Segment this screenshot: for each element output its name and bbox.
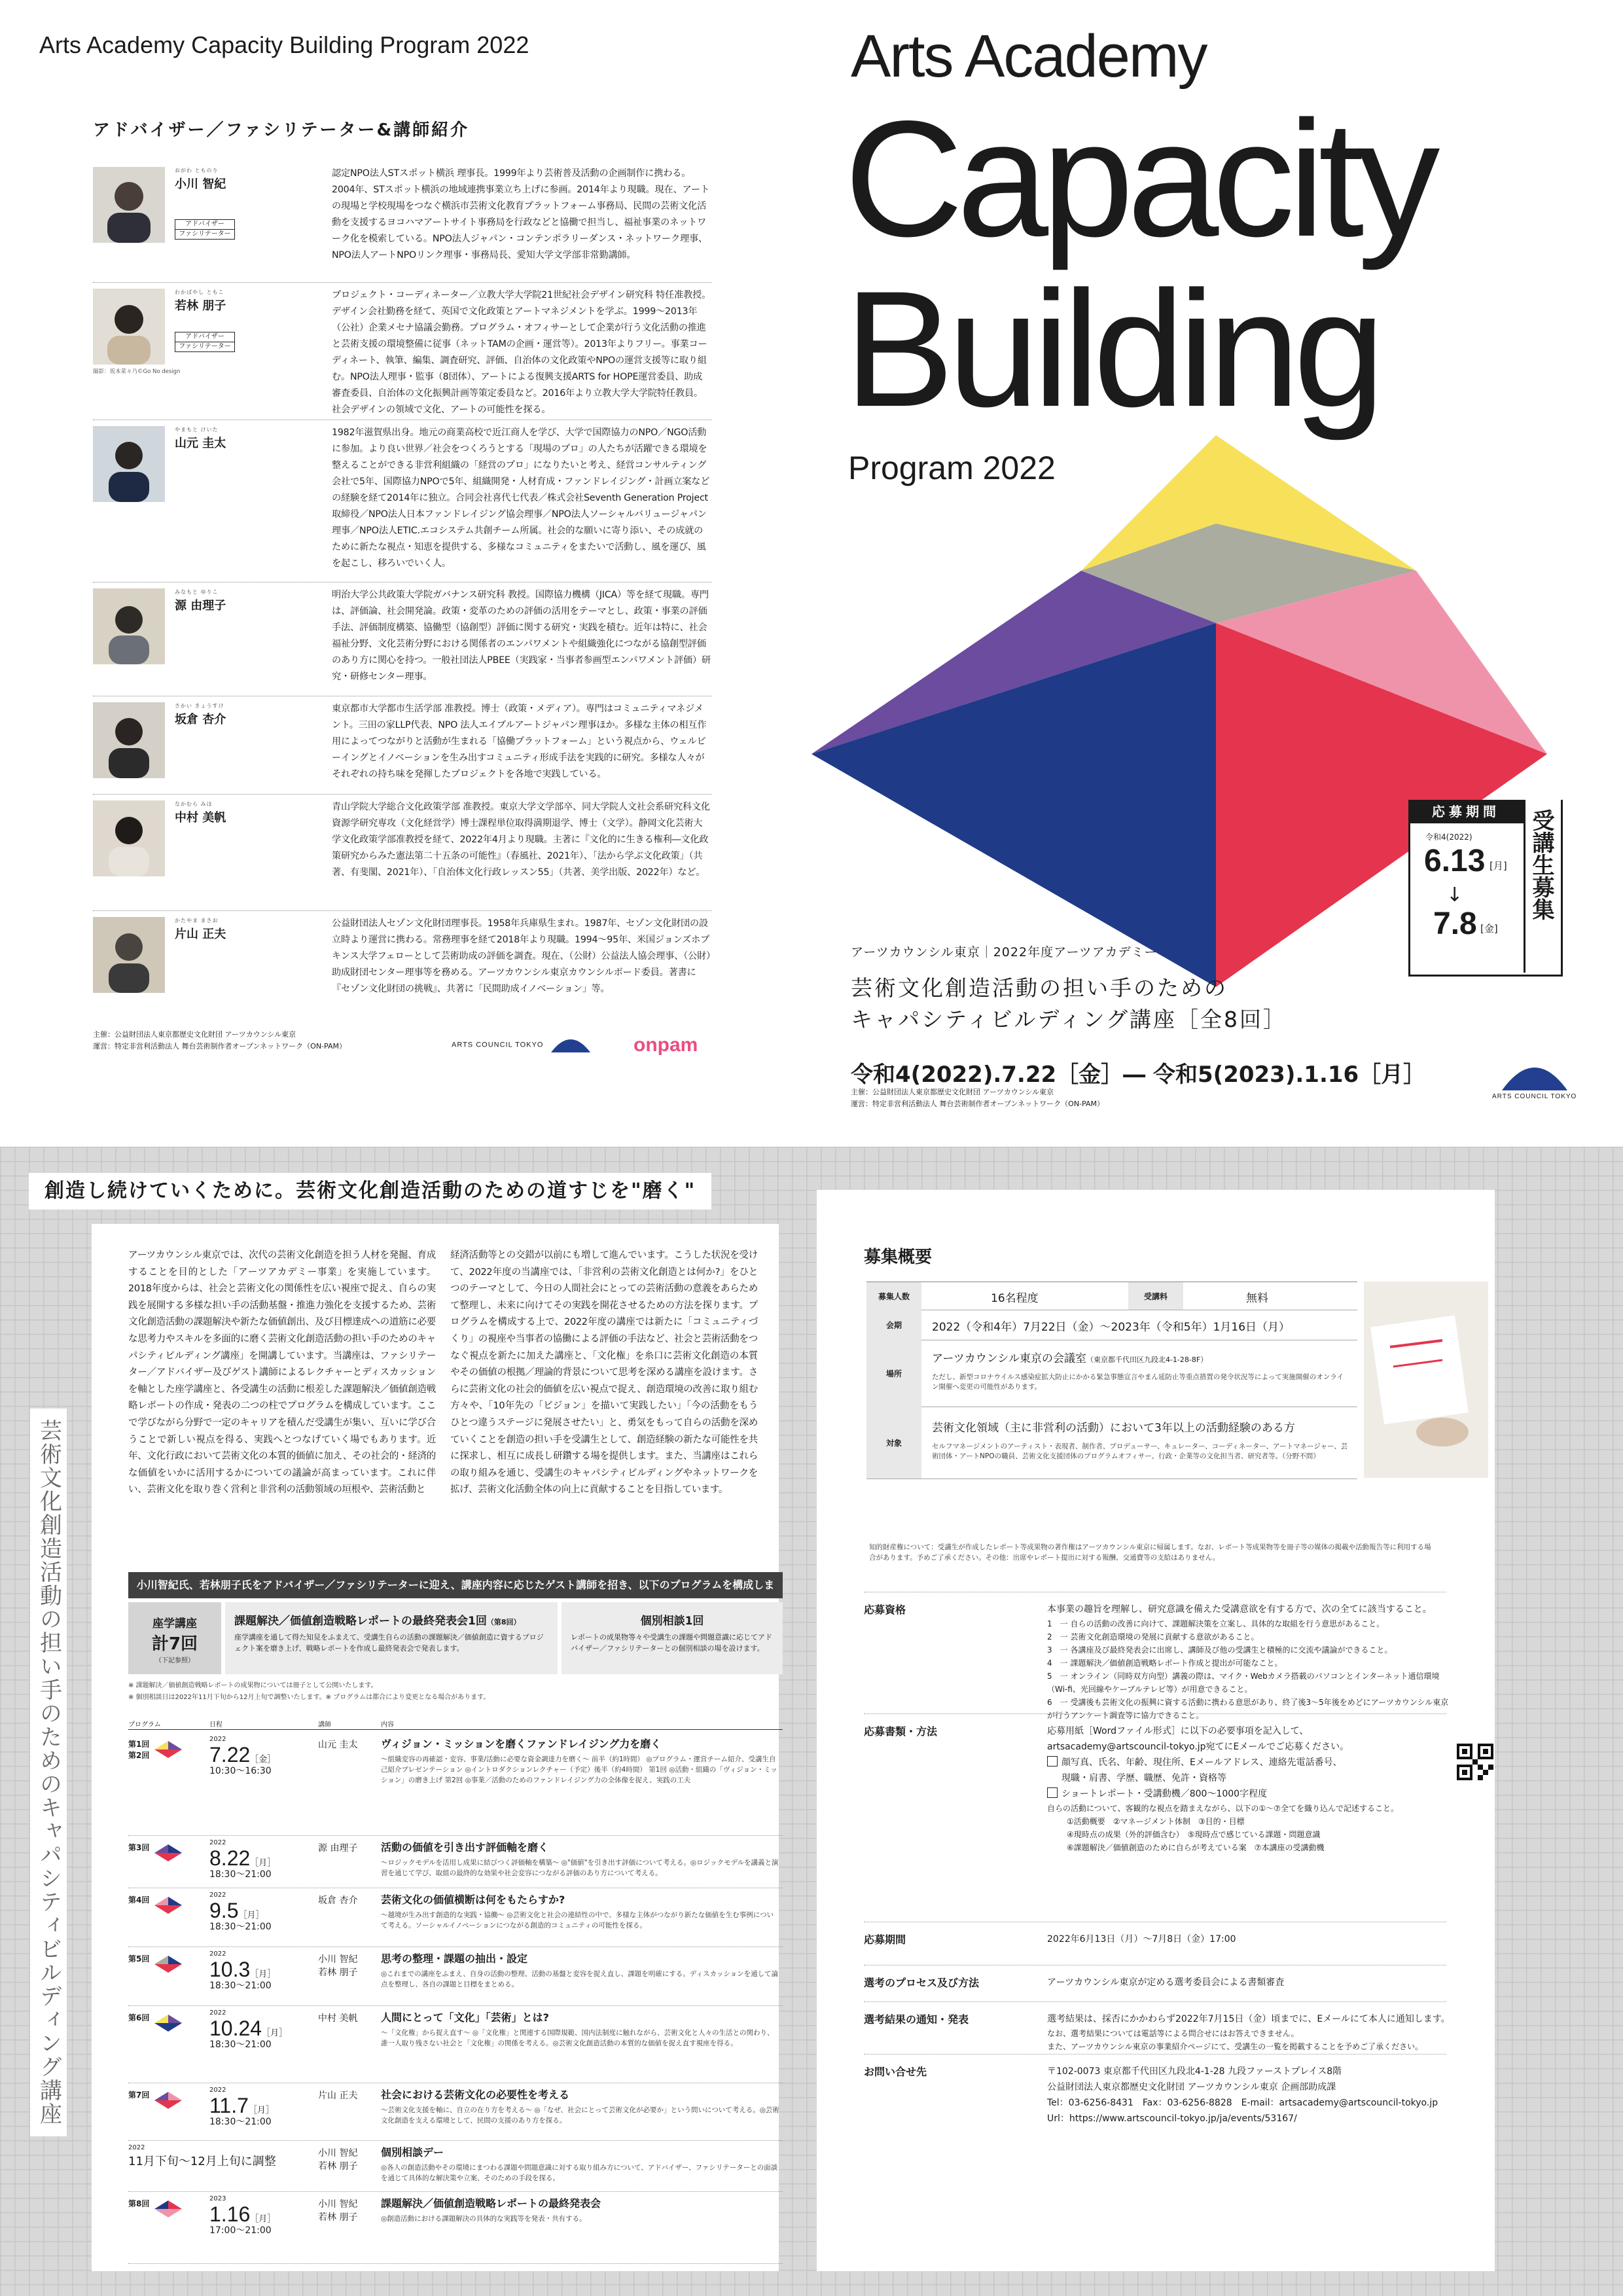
session-date: 2022 11月下旬～12月上旬に調整 bbox=[128, 2144, 276, 2168]
schedule-row bbox=[128, 2005, 783, 2083]
advisors-heading: アドバイザー／ファシリテーター&講師紹介 bbox=[93, 120, 470, 140]
session-title: 社会における芸術文化の必要性を考える bbox=[381, 2089, 570, 2101]
advisor-row: みなもと ゆりこ 源 由理子 明治大学公共政策大学院ガバナンス研究科 教授。国際協力機構（JICA）等を経て現職。専門は、評価論、社会開発論。政策・変革のための評価の活用をテーマとし、政策・事業の評価手法、評価制度構築、協働型（協創型）評価に関する研究・実践を積む。近年は特に、社会福祉分野、文化芸術分野における関係者のエンパワメントや組織強化につながる協創型評価のあり方に関心を持つ。一般社団法人PBEE（実践家・当事者参画型エンパワメント評価）研究・研修センター理事。 bbox=[93, 582, 712, 696]
schedule-header: プログラム 日程 講師 内容 bbox=[128, 1719, 783, 1730]
tagline: 創造し続けていくために。芸術文化創造活動のための道すじを"磨く" bbox=[29, 1173, 711, 1210]
section-label: 選考のプロセス及び方法 bbox=[864, 1977, 980, 1989]
section-label: 応募資格 bbox=[864, 1604, 906, 1616]
session-description: ～「文化権」から捉え直す～ ◎「文化権」と関連する国際規範、国内法制度に触れながら、芸術文化と人々の生活との関わり、誰一人取り残さない社会と「文化権」の関係を考える。◎芸術文化創造活動の本質的な価値を捉え直す視座を得る。 bbox=[381, 2029, 774, 2047]
program-overview: 座学講座 計7回 （下記参照） 課題解決／価値創造戦略レポートの最終発表会1回（第8回） 座学講座を通して得た知見をふまえて、受講生自らの活動の課題解決／価値創造に資するプロジェクト案を磨き上げ、戦略レポートを作成し最終発表会で発表します。 個別相談1回 レポートの成果物等々や受講生の課題や問題意識に応じてアドバイザー／ファシリテーターとの個別相談の場を設けます。 bbox=[128, 1602, 783, 1674]
cover-line2: Capacity bbox=[844, 87, 1434, 271]
org-line: アーツカウンシル東京｜2022年度アーツアカデミー bbox=[851, 945, 1158, 960]
advisor-name: 山元 圭太 bbox=[175, 437, 226, 450]
session-diamond-icon bbox=[154, 1741, 182, 1758]
advisor-bio: 公益財団法人セゾン文化財団理事長。1958年兵庫県生まれ。1987年、セゾン文化財団の設立時より運営に携わる。常務理事を経て2018年より現職。1994～95年、米国ジョンズホプキンス大学フェローとして芸術助成の評価を調査。現在、（公財）公益法人協会理事、（公財）助成財団センター理事等を務める。アーツカウンシル東京カウンシルボード委員。著書に『セゾン文化財団の挑戦』、共著に「民間助成イノベーション」等。 bbox=[332, 918, 711, 994]
right-panel bbox=[817, 1190, 1495, 2271]
advisor-row: おがわ とものり 小川 智紀 アドバイザー ファシリテーター 認定NPO法人STスポット横浜 理事長。1999年より芸術普及活動の企画制作に携わる。2004年、STスポット横浜の地域連携事業立ち上げに参画。2014年より現職。現在、アートの現場と学校現場をつなぐ横浜市芸術文化教育プラットフォーム事務局、民間の芸術文化活動を支援するヨコハマアートサイト事務局を行政などと協働で担当し、福祉事業のネットワーク化を模索している。NPO法人ジャパン・コンテンポラリーダンス・ネットワーク理事、NPO法人アートNPOリンク理事・事務局長、愛知大学文学部非常勤講師。 bbox=[93, 160, 712, 283]
session-title: 活動の価値を引き出す評価軸を磨く bbox=[381, 1841, 549, 1854]
session-title: 個別相談デー bbox=[381, 2146, 444, 2159]
advisor-name: 中村 美帆 bbox=[175, 811, 226, 825]
session-description: ～組織変容の再確認・変容、事業/活動に必要な資金調達力を磨く～ 前半（約1時間） ◎プログラム・運営チーム紹介、受講生自己紹介プレゼンテーション ◎イントロダクションレクチャー（予定）後半（約4時間） 第1回 ◎活動・組織の「ヴィジョン・ミッション」の磨き上げ 第2回 ◎事業／活動のためのファンドレイジング力の全体像を捉え、実践の工夫 bbox=[381, 1755, 777, 1784]
schedule-row bbox=[128, 1946, 783, 2006]
running-title: Arts Academy Capacity Building Program 2022 bbox=[39, 31, 529, 58]
advisor-row: なかむら みほ 中村 美帆 青山学院大学総合文化政策学部 准教授。東京大学文学部卒、同大学院人文社会系研究科文化資源学研究専攻（文化経営学）博士課程単位取得満期退学、博士（文学）。静岡文化芸術大学文化政策学部准教授を経て、2022年4月より現職。主著に『文化的に生きる権利―文化政策研究からみた憲法第二十五条の可能性』（春風社、2021年）、「法から学ぶ文化政策」（共著、有斐閣、2021年）、「自治体文化行政レッスン55」（共著、美学出版、2022年）など。 bbox=[93, 794, 712, 911]
qr-code-icon[interactable] bbox=[1457, 1744, 1493, 1780]
application-section: 応募期間 2022年6月13日（月）～7月8日（金）17:00 bbox=[864, 1922, 1446, 1965]
application-section: 選考結果の通知・発表 選考結果は、採否にかかわらず2022年7月15日（金）頃までに、Eメールにて本人に通知します。 なお、選考結果については電話等による問合せにはお答えできません。 また、アーツカウンシル東京の事業紹介ページにて、受講生の一覧を掲載することを予めご了承ください。 bbox=[864, 2001, 1446, 2054]
advisor-row: 撮影：坂本菜々乃©Go No design わかばやし ともこ 若林 朋子 アドバイザー ファシリテーター プロジェクト・コーディネーター／立教大学大学院21世紀社会デザイン研究科 特任准教授。デザイン会社勤務を経て、英国で文化政策とアートマネジメントを学ぶ。1999～2013年（公社）企業メセナ協議会勤務。プログラム・オフィサーとして企業が行う文化活動の推進と芸術支援の環境整備に従事（ネットTAMの企画・運営等）。2013年よりフリー。事業コーディネート、執筆、編集、調査研究、評価、自治体の文化政策やNPOの運営支援等に取り組む。NPO法人理事・監事（8団体）、アートによる復興支援ARTS for HOPE運営委員、助成審査委員、自治体の文化振興計画等策定委員など。2016年より立教大学大学院特任教員。社会デザインの領域で文化、アートの可能性を探る。 bbox=[93, 282, 712, 420]
advisor-photo bbox=[93, 426, 165, 502]
arts-council-logo-cover: ARTS COUNCIL TOKYO bbox=[1492, 1058, 1577, 1100]
session-number: 第8回 bbox=[128, 2199, 150, 2208]
course-title-1: 芸術文化創造活動の担い手のための bbox=[851, 975, 1228, 1001]
section-label: 応募書類・方法 bbox=[864, 1725, 938, 1738]
advisor-name: 源 由理子 bbox=[175, 599, 226, 613]
bottom-spread bbox=[0, 1147, 1623, 2296]
session-description: ～芸術文化支援を軸に、自立の在り方を考える～ ◎「なぜ、社会にとって芸術文化が必要か」という問いについて考える。◎芸術文化創造を支える環境として、民間の支援のあり方を探る。 bbox=[381, 2106, 779, 2125]
session-number: 第6回 bbox=[128, 2013, 150, 2022]
session-diamond-icon bbox=[154, 2200, 182, 2217]
left-panel: アーツカウンシル東京では、次代の芸術文化創造を担う人材を発掘、育成することを目的とした「アーツアカデミー事業」を実施しています。2018年度からは、社会と芸術文化の関係性を広い視座で捉え、自らの実践を展開する多様な担い手の活動基盤・推進力強化を支援するため、芸術文化創造活動の課題解決や新たな価値創出、及び目標達成への道筋に必要な思考力やスキルを多面的に磨く芸術文化創造活動の担い手のためのキャパシティビルディング講座」を開講しています。当講座は、ファシリテーター／アドバイザー及びゲスト講師によるレクチャーとディスカッションを軸とした座学講座と、各受講生の活動に根差した課題解決／価値創造戦略レポートの作成・発表の二つの柱でプログラムを構成しています。ここで学びながら分野で一定のキャリアを積んだ受講生が集い、互いに学び合うことで新しい視点を得る、実践へとつなげていく場でもあります。近年、文化行政において芸術文化の本質的価値に加え、その社会的・経済的な価値をいかに活用するかについての議論が高まっています。これに伴い、芸術文化を取り巻く営利と非営利の活動領域の垣根や、芸術活動と 経済活動等との交錯が以前にも増して進んでいます。こうした状況を受けて、2022年度の当講座では、「非営利の芸術文化創造とは何か?」をひとつのテーマとして、今日の人間社会にとっての芸術活動の意義をあらためて整理し、未来に向けてその実践を開花させるための方法を探ります。プログラムを構成する上で、2022年度の講座では新たに「コミュニティづくり」の視座や当事者の協働による評価の手法など、社会と芸術活動をつなぐ視点を新たに加えた講座と、「文化権」を糸口に芸術文化創造の本質やその価値の根拠／理論的背景について思考を深める講座を設けます。さらに芸術文化の社会的価値を広い視点で捉え、創造環境の改善に取り組む方々や、「10年先の「ビジョン」を描いて実践したい」「今の活動をもうひとつ違うステージに発展させたい」と、勇気をもって自らの活動を深めていくことを創造の担い手を受講生として、創造経験の新たな可能性を共に探求し、相互に成長し研鑽する場を提供します。また、当講座はこれらの取り組みを通じ、受講生のキャパシティビルディングやネットワークを拡げ、芸術文化活動全体の向上に貢献することを目指しています。 小川智紀氏、若林朋子氏をアドバイザー／ファシリテーターに迎え、講座内容に応じたゲスト講師を招き、以下のプログラムを構成しま 座学講座 計7回 （下記参照） 課題解決／価値創造戦略レポートの最終発表会1回（第8回） 座学講座を通して得た知見をふまえて、受講生自らの活動の課題解決／価値創造に資するプロジェクト案を磨き上げ、戦略レポートを作成し最終発表会で発表します。 個別相談1回 レポートの成果物等々や受講生の課題や問題意識に応じてアドバイザー／ファシリテーターとの個別相談の場を設けます。 ※ 課題解決／価値創造戦略レポートの成果物については冊子として公開いたします。 ※ 個別相談日は2022年11月下旬から12月上旬で調整いたします。※ プログラムは都合により変更となる場合があります。 プログラム 日程 講師 内容 第1回 第2回 2022 7.22［金］ 10:30～16:30 山元 圭太 ヴィジョン・ミッションを磨くファンドレイジング力を磨く ～組織変容の再確認・変容、事業/活動に必要な資金調達力を磨く～ 前半（約1時間） ◎プログラム・運営チーム紹介、受講生自己紹介プレゼンテーション ◎イントロダクションレクチャー（予定）後半（約4時間） 第1回 ◎活動・組織の「ヴィジョン・ミッション」の磨き上げ 第2回 ◎事業／活動のためのファンドレイジング力の全体像を捉え、実践の工夫 第3回 2022 8.22［月］ 18:30～21:00 源 由理子 活動の価値を引き出す評価軸を磨く ～ロジックモデルを活用し成果に結びつく評価軸を構築～ ◎"価値"を引き出す評価について考える。◎ロジックモデルを講義と演習を通じて学び、取組の最終的な効果や社会変容につながる評価のあり方について考える。 第4回 2022 9.5［月］ 18:30～21:00 坂倉 杏介 芸術文化の価値横断は何をもたらすか? ～越境が生み出す創造的な実践・協働～ ◎芸術文化と社会の連結性の中で、多様な主体がつながり新たな価値を生む事例について考える。ソーシャルイノベーションにつながる創造的コミュニティの可能性を探る。 第5回 2022 10.3［月］ 18:30～21:00 小川 智紀 若林 朋子 思考の整理・課題の抽出・設定 ◎これまでの講座をふまえ、自身の活動の整理、活動の基盤と変容を捉え直し、課題を明確にする。ディスカッションを通して論点を整理し、各自の課題と目標をまとめる。 第6回 2022 10.24［月］ 18:30～21:00 中村 美帆 人間にとって「文化」「芸術」とは? ～「文化権」から捉え直す～ ◎「文化権」と関連する国際規範、国内法制度に触れながら、芸術文化と人々の生活との関わり、誰一人取り残さない社会と「文化権」の関係を考える。◎芸術文化創造活動の本質的な価値を捉え直す視座を得る。 第7回 2022 11.7［月］ 18:30～21:00 片山 正夫 社会における芸術文化の必要性を考える ～芸術文化支援を軸に、自立の在り方を考える～ ◎「なぜ、社会にとって芸術文化が必要か」という問いについて考える。◎芸術文化創造を支える環境として、民間の支援のあり方を探る。 2022 11月下旬～12月上旬に調整 小川 智紀 若林 朋子 個別相談デー ◎各人の創造活動やその環境にまつわる課題や問題意識に対する取り組み方について、アドバイザー、ファシリテーターとの面談を通じて具体的な解決策や立案、そのための手段を探る。 第8回 2023 1.16［月］ 17:00～21:00 小川 智紀 若林 朋子 課題解決／価値創造戦略レポートの最終発表会 ◎創造活動における課題解決の具体的な実践等を発表・共有する。 bbox=[92, 1224, 779, 2271]
session-date: 2022 8.22［月］ 18:30～21:00 bbox=[209, 1839, 276, 1880]
schedule-row bbox=[128, 2191, 783, 2264]
session-date: 2022 11.7［月］ 18:30～21:00 bbox=[209, 2087, 274, 2127]
session-title: 芸術文化の価値横断は何をもたらすか? bbox=[381, 1893, 565, 1906]
session-number: 第4回 bbox=[128, 1895, 150, 1905]
advisor-photo bbox=[93, 917, 165, 993]
advisor-bio: 1982年滋賀県出身。地元の商業高校で近江商人を学び、大学で国際協力のNPO／NGO活動に参加。より良い世界／社会をつくろうとする「現場のプロ」の人たちが活躍できる環境を整えることができる非営利組織の「経営のプロ」になりたいと考え、経営コンサルティング会社で5年、国際協力NPOで5年、組織開発・人材育成・ファンドレイジング・計画立案などの経験を経て2014年に独立。合同会社喜代七代表／株式会社Seventh Generation Project取締役／NPO法人日本ファンドレイジング協会理事／NPO法人ソーシャルバリュージャパン理事／NPO法人ETIC.エコシステム共創チーム所属。社会的な願いに寄り添い、その成就のために新たな視点・知恵を提供する、多様なコミュニティをまたいで活動し、風を運び、風を起こし、移ろいでいく人。 bbox=[332, 427, 710, 569]
section-label: 選考結果の通知・発表 bbox=[864, 2013, 969, 2026]
advisor-bio: 青山学院大学総合文化政策学部 准教授。東京大学文学部卒、同大学院人文社会系研究科文化資源学研究専攻（文化経営学）博士課程単位取得満期退学、博士（文学）。静岡文化芸術大学文化政策学部准教授を経て、2022年4月より現職。主著に『文化的に生きる権利―文化政策研究からみた憲法第二十五条の可能性』（春風社、2021年）、「法から学ぶ文化政策」（共著、有斐閣、2021年）、「自治体文化行政レッスン55」（共著、美学出版、2022年）など。 bbox=[332, 802, 710, 878]
session-date: 2023 1.16［月］ 17:00～21:00 bbox=[209, 2195, 276, 2236]
session-diamond-icon bbox=[154, 1897, 182, 1914]
vertical-title: 芸術文化創造活動の担い手のためのキャパシティビルディング講座 bbox=[30, 1408, 67, 2136]
session-facilitator: 片山 正夫 bbox=[318, 2090, 358, 2101]
advisor-bio: 明治大学公共政策大学院ガバナンス研究科 教授。国際協力機構（JICA）等を経て現職。専門は、評価論、社会開発論。政策・変革のための評価の活用をテーマとし、政策・事業の評価手法、評価制度構築、協働型（協創型）評価に関する研究・実践を積む。近年は特に、社会福祉分野、文化芸術分野における関係者のエンパワメントや組織強化につながる協創型評価のあり方に関心を持つ。一般社団法人PBEE（実践家・当事者参画型エンパワメント評価）研究・研修センター理事。 bbox=[332, 590, 711, 682]
session-diamond-icon bbox=[154, 1844, 182, 1861]
advisor-photo bbox=[93, 702, 165, 778]
session-description: ◎各人の創造活動やその環境にまつわる課題や問題意識に対する取り組み方について、アドバイザー、ファシリテーターとの面談を通じて具体的な解決策や立案、そのための手段を探る。 bbox=[381, 2164, 778, 2182]
advisor-row: やまもと けいた 山元 圭太 1982年滋賀県出身。地元の商業高校で近江商人を学び、大学で国際協力のNPO／NGO活動に参加。より良い世界／社会をつくろうとする「現場のプロ」の人たちが活躍できる環境を整えることができる非営利組織の「経営のプロ」になりたいと考え、経営コンサルティング会社で5年、国際協力NPOで5年、組織開発・人材育成・ファンドレイジング・計画立案などの経験を経て2014年に独立。合同会社喜代七代表／株式会社Seventh Generation Project取締役／NPO法人日本ファンドレイジング協会理事／NPO法人ソーシャルバリュージャパン理事／NPO法人ETIC.エコシステム共創チーム所属。社会的な願いに寄り添い、その成就のために新たな視点・知恵を提供する、多様なコミュニティをまたいで活動し、風を運び、風を起こし、移ろいでいく人。 bbox=[93, 420, 712, 583]
session-number: 第1回 第2回 bbox=[128, 1740, 150, 1760]
session-facilitator: 中村 美帆 bbox=[318, 2013, 358, 2024]
session-date: 2022 7.22［金］ 10:30～16:30 bbox=[209, 1736, 276, 1776]
advisor-name: 若林 朋子 bbox=[175, 299, 226, 313]
schedule-row bbox=[128, 1732, 783, 1836]
intro-text-right: 経済活動等との交錯が以前にも増して進んでいます。こうした状況を受けて、2022年度の当講座では、「非営利の芸術文化創造とは何か?」をひとつのテーマとして、今日の人間社会にとっての芸術活動の意義をあらためて整理し、未来に向けてその実践を開花させるための方法を探ります。プログラムを構成する上で、2022年度の講座では新たに「コミュニティづくり」の視座や当事者の協働による評価の手法など、社会と芸術活動をつなぐ視点を新たに加えた講座と、「文化権」を糸口に芸術文化創造の本質やその価値の根拠／理論的背景について思考を深める講座を設けます。さらに芸術文化の社会的価値を広い視点で捉え、創造環境の改善に取り組む方々や、「10年先の「ビジョン」を描いて実践したい」「今の活動をもうひとつ違うステージに発展させたい」と、勇気をもって自らの活動を深めていくことを創造の担い手を受講生として、創造経験の新たな可能性を共に探求し、相互に成長し研鑽する場を提供します。また、当講座はこれらの取り組みを通じ、受講生のキャパシティビルディングやネットワークを拡げ、芸術文化活動全体の向上に貢献することを目指しています。 bbox=[450, 1250, 758, 1496]
session-description: ～越境が生み出す創造的な実践・協働～ ◎芸術文化と社会の連結性の中で、多様な主体がつながり新たな価値を生む事例について考える。ソーシャルイノベーションにつながる創造的コミュニティの可能性を探る。 bbox=[381, 1911, 774, 1929]
session-facilitator: 山元 圭太 bbox=[318, 1740, 358, 1750]
advisor-photo bbox=[93, 167, 165, 243]
session-title: ヴィジョン・ミッションを磨くファンドレイジング力を磨く bbox=[381, 1738, 662, 1750]
workshop-photo bbox=[1364, 1282, 1488, 1478]
session-number: 第7回 bbox=[128, 2090, 150, 2100]
session-description: ◎創造活動における課題解決の具体的な実践等を発表・共有する。 bbox=[381, 2215, 586, 2223]
session-diamond-icon bbox=[154, 1956, 182, 1973]
session-facilitator: 坂倉 杏介 bbox=[318, 1895, 358, 1906]
application-section: お問い合せ先 〒102-0073 東京都千代田区九段北4-1-28 九段ファーストプレイス8階 公益財団法人東京都歴史文化財団 アーツカウンシル東京 企画部助成課 Tel：03-6256-8431 Fax：03-6256-8828 E-mail：artsacademy@artscouncil-tokyo.jp Url：https://www.artscouncil-tokyo.jp/ja/events/53167/ bbox=[864, 2054, 1446, 2126]
advisor-row: さかい きょうすけ 坂倉 杏介 東京都市大学都市生活学部 准教授。博士（政策・メディア）。専門はコミュニティマネジメント。三田の家LLP代表、NPO 法人エイブルアートジャパン理事ほか。多様な主体の相互作用によってつながりと活動が生まれる「協働プラットフォーム」という視点から、ウェルビーイングとイノベーションを生み出すコミュニティ形成手法を実践的に研究。多様な人々がそれぞれの持ち味を発揮したプロジェクトを各地で実践している。 bbox=[93, 696, 712, 795]
advisor-photo bbox=[93, 588, 165, 664]
credits: 主催：公益財団法人東京都歴史文化財団 アーツカウンシル東京 運営：特定非営利活動法人 舞台芸術制作者オープンネットワーク（ON-PAM） bbox=[93, 1030, 346, 1050]
session-facilitator: 小川 智紀 若林 朋子 bbox=[318, 2199, 358, 2223]
session-number: 第3回 bbox=[128, 1843, 150, 1852]
application-section: 応募資格 本事業の趣旨を理解し、研究意識を備えた受講意欲を有する方で、次の全てに該当すること。 1 一 自らの活動の改善に向けて、課題解決策を立案し、具体的な取組を行う意思があること。 2 一 芸術文化創造環境の発展に貢献する意欲があること。 3 一 各講座及び最終発表会に出席し、講師及び他の受講生と積極的に交流や議論ができること。 4 一 課題解決／価値創造戦略レポート作成と提出が可能なこと。 5 一 オンライン（同時双方向型）講義の際は、マイク・Webカメラ搭載のパソコンとインターネット通信環境（Wi-fi、光回線やケーブルテレビ等）が用意できること。 6 一 受講後も芸術文化の振興に資する活動に携わる意思があり、終了後3～5年後をめどにアーツカウンシル東京が行うアンケート調査等に協力できること。 bbox=[864, 1592, 1446, 1714]
section-label: お問い合せ先 bbox=[864, 2066, 927, 2078]
session-diamond-icon bbox=[154, 2015, 182, 2032]
session-title: 思考の整理・課題の抽出・設定 bbox=[381, 1952, 528, 1965]
advisor-photo bbox=[93, 289, 165, 365]
course-credits: 主催：公益財団法人東京都歴史文化財団 アーツカウンシル東京 運営：特定非営利活動法人 舞台芸術制作者オープンネットワーク（ON-PAM） bbox=[851, 1088, 1104, 1108]
recruit-tab: 応募期間 bbox=[1408, 800, 1524, 823]
advisor-bio: プロジェクト・コーディネーター／立教大学大学院21世紀社会デザイン研究科 特任准教授。デザイン会社勤務を経て、英国で文化政策とアートマネジメントを学ぶ。1999～2013年（公社）企業メセナ協議会勤務。プログラム・オフィサーとして企業が行う文化活動の推進と芸術支援の環境整備に従事（ネットTAMの企画・運営等）。2013年よりフリー。事業コーディネート、執筆、編集、調査研究、評価、自治体の文化政策やNPOの運営支援等に取り組む。NPO法人理事・監事（8団体）、アートによる復興支援ARTS for HOPE運営委員、助成審査委員、自治体の文化振興計画等策定委員など。2016年より立教大学大学院特任教員。社会デザインの領域で文化、アートの可能性を探る。 bbox=[332, 290, 711, 415]
checkbox-icon bbox=[1047, 1787, 1058, 1798]
advisor-name: 小川 智紀 bbox=[175, 177, 226, 191]
intro-text-left: アーツカウンシル東京では、次代の芸術文化創造を担う人材を発掘、育成することを目的とした「アーツアカデミー事業」を実施しています。2018年度からは、社会と芸術文化の関係性を広い視座で捉え、自らの実践を展開する多様な担い手の活動基盤・推進力強化を支援するため、芸術文化創造活動の課題解決や新たな価値創出、及び目標達成への道筋に必要な思考力やスキルを多面的に磨く芸術文化創造活動の担い手のためのキャパシティビルディング講座」を開講しています。当講座は、ファシリテーター／アドバイザー及びゲスト講師によるレクチャーとディスカッションを軸とした座学講座と、各受講生の活動に根差した課題解決／価値創造戦略レポートの作成・発表の二つの柱でプログラムを構成しています。ここで学びながら分野で一定のキャリアを積んだ受講生が集い、互いに学び合うことで新しい視点を得る、実践へとつなげていく場でもあります。近年、文化行政において芸術文化の本質的価値に加え、その社会的・経済的な価値をいかに活用するかについての議論が高まっています。これに伴い、芸術文化を取り巻く営利と非営利の活動領域の垣根や、芸術活動と bbox=[128, 1250, 436, 1496]
recruit-start: 6.13 bbox=[1424, 844, 1486, 878]
advisor-bio: 東京都市大学都市生活学部 准教授。博士（政策・メディア）。専門はコミュニティマネジメント。三田の家LLP代表、NPO 法人エイブルアートジャパン理事ほか。多様な主体の相互作用によってつながりと活動が生まれる「協働プラットフォーム」という視点から、ウェルビーイングとイノベーションを生み出すコミュニティ形成手法を実践的に研究。多様な人々がそれぞれの持ち味を発揮したプロジェクトを各地で実践している。 bbox=[332, 704, 707, 780]
session-title: 人間にとって「文化」「芸術」とは? bbox=[381, 2011, 549, 2024]
session-facilitator: 小川 智紀 若林 朋子 bbox=[318, 1954, 358, 1978]
section-label: 応募期間 bbox=[864, 1933, 906, 1946]
schedule-row bbox=[128, 2140, 783, 2192]
advisor-name: 坂倉 杏介 bbox=[175, 713, 226, 726]
overview-heading: 募集概要 bbox=[864, 1247, 933, 1267]
cover-line1: Arts Academy bbox=[851, 23, 1207, 90]
session-date: 2022 10.24［月］ 18:30～21:00 bbox=[209, 2009, 288, 2050]
application-section: 選考のプロセス及び方法 アーツカウンシル東京が定める選考委員会による書類審査 bbox=[864, 1965, 1446, 2002]
program-band: 小川智紀氏、若林朋子氏をアドバイザー／ファシリテーターに迎え、講座内容に応じたゲスト講師を招き、以下のプログラムを構成しま bbox=[128, 1572, 783, 1598]
session-facilitator: 源 由理子 bbox=[318, 1843, 358, 1854]
arts-council-logo: ARTS COUNCIL TOKYO bbox=[452, 1035, 590, 1052]
schedule-row bbox=[128, 1835, 783, 1888]
advisor-bio: 認定NPO法人STスポット横浜 理事長。1999年より芸術普及活動の企画制作に携わる。2004年、STスポット横浜の地域連携事業立ち上げに参画。2014年より現職。現在、アートの現場と学校現場をつなぐ横浜市芸術文化教育プラットフォーム事務局、民間の芸術文化活動を支援するヨコハマアートサイト事務局を行政などと協働で担当し、福祉事業のネットワーク化を模索している。NPO法人ジャパン・コンテンポラリーダンス・ネットワーク理事、NPO法人アートNPOリンク理事・事務局長、愛知大学文学部非常勤講師。 bbox=[332, 168, 710, 260]
session-date: 2022 9.5［月］ 18:30～21:00 bbox=[209, 1892, 272, 1932]
advisor-name: 片山 正夫 bbox=[175, 927, 226, 941]
advisor-row: かたやま まさお 片山 正夫 公益財団法人セゾン文化財団理事長。1958年兵庫県生まれ。1987年、セゾン文化財団の設立時より運営に携わる。常務理事を経て2018年より現職。1994～95年、米国ジョンズホプキンス大学フェローとして芸術助成の評価を調査。現在、（公財）公益法人協会理事、（公財）助成財団センター理事等を務める。アーツカウンシル東京カウンシルボード委員。著書に『セゾン文化財団の挑戦』、共著に「民間助成イノベーション」等。 bbox=[93, 910, 712, 1002]
advisor-photo bbox=[93, 800, 165, 876]
session-date: 2022 10.3［月］ 18:30～21:00 bbox=[209, 1950, 276, 1991]
recruit-vertical: 受講生募集 bbox=[1528, 809, 1554, 920]
course-title-2: キャパシティビルディング講座［全8回］ bbox=[851, 1007, 1287, 1032]
session-description: ～ロジックモデルを活用し成果に結びつく評価軸を構築～ ◎"価値"を引き出す評価について考える。◎ロジックモデルを講義と演習を通じて学び、取組の最終的な効果や社会変容につながる評価のあり方について考える。 bbox=[381, 1859, 779, 1877]
session-facilitator: 小川 智紀 若林 朋子 bbox=[318, 2148, 358, 2172]
session-diamond-icon bbox=[154, 2092, 182, 2109]
session-title: 課題解決／価値創造戦略レポートの最終発表会 bbox=[381, 2197, 601, 2210]
recruit-end: 7.8 bbox=[1433, 906, 1477, 941]
schedule-row bbox=[128, 1888, 783, 1947]
overview-note: 知的財産権について：受講生が作成したレポート等成果物の著作権はアーツカウンシル東京に帰属します。なお、レポート等成果物等を冊子等の媒体の掲載や活動報告等に利用する場合があります。予めご了承ください。その他：出席やレポート提出に対する報酬、交通費等の支給はありません。 bbox=[869, 1543, 1431, 1562]
course-period: 令和4(2022).7.22［金］― 令和5(2023).1.16［月］ bbox=[851, 1062, 1426, 1088]
session-number: 第5回 bbox=[128, 1954, 150, 1964]
session-description: ◎これまでの講座をふまえ、自身の活動の整理、活動の基盤と変容を捉え直し、課題を明確にする。ディスカッションを通して論点を整理し、各自の課題と目標をまとめる。 bbox=[381, 1970, 779, 1988]
top-spread: Arts Academy Capacity Building Program 2022 アドバイザー／ファシリテーター&講師紹介 おがわ とものり 小川 智紀 アドバイザー ファシリテーター 認定NPO法人STスポット横浜 理事長。1999年より芸術普及活動の企画制作に携わる。2004年、STスポット横浜の地域連携事業立ち上げに参画。2014年より現職。現在、アートの現場と学校現場をつなぐ横浜市芸術文化教育プラットフォーム事務局、民間の芸術文化活動を支援するヨコハマアートサイト事務局を行政などと協働で担当し、福祉事業のネットワーク化を模索している。NPO法人ジャパン・コンテンポラリーダンス・ネットワーク理事、NPO法人アートNPOリンク理事・事務局長、愛知大学文学部非常勤講師。 撮影：坂本菜々乃©Go No design わかばやし ともこ 若林 朋子 アドバイザー ファシリテーター プロジェクト・コーディネーター／立教大学大学院21世紀社会デザイン研究科 特任准教授。デザイン会社勤務を経て、英国で文化政策とアートマネジメントを学ぶ。1999～2013年（公社）企業メセナ協議会勤務。プログラム・オフィサーとして企業が行う文化活動の推進と芸術支援の環境整備に従事（ネットTAMの企画・運営等）。2013年よりフリー。事業コーディネート、執筆、編集、調査研究、評価、自治体の文化政策やNPOの運営支援等に取り組む。NPO法人理事・監事（8団体）、アートによる復興支援ARTS for HOPE運営委員、助成審査委員、自治体の文化振興計画等策定委員など。2016年より立教大学大学院特任教員。社会デザインの領域で文化、アートの可能性を探る。 やまもと けいた 山元 圭太 1982年滋賀県出身。地元の商業高校で近江商人を学び、大学で国際協力のNPO／NGO活動に参加。より良い世界／社会をつくろうとする「現場のプロ」の人たちが活躍できる環境を整えることができる非営利組織の「経営のプロ」になりたいと考え、経営コンサルティング会社で5年、国際協力NPOで5年、組織開発・人材育成・ファンドレイジング・計画立案などの経験を経て2014年に独立。合同会社喜代七代表／株式会社Seventh Generation Project取締役／NPO法人日本ファンドレイジング協会理事／NPO法人ソーシャルバリュージャパン理事／NPO法人ETIC.エコシステム共創チーム所属。社会的な願いに寄り添い、その成就のために新たな視点・知恵を提供する、多様なコミュニティをまたいで活動し、風を運び、風を起こし、移ろいでいく人。 みなもと ゆりこ 源 由理子 明治大学公共政策大学院ガバナンス研究科 教授。国際協力機構（JICA）等を経て現職。専門は、評価論、社会開発論。政策・変革のための評価の活用をテーマとし、政策・事業の評価手法、評価制度構築、協働型（協創型）評価に関する研究・実践を積む。近年は特に、社会福祉分野、文化芸術分野における関係者のエンパワメントや組織強化につながる協創型評価のあり方に関心を持つ。一般社団法人PBEE（実践家・当事者参画型エンパワメント評価）研究・研修センター理事。 さかい きょうすけ 坂倉 杏介 東京都市大学都市生活学部 准教授。博士（政策・メディア）。専門はコミュニティマネジメント。三田の家LLP代表、NPO 法人エイブルアートジャパン理事ほか。多様な主体の相互作用によってつながりと活動が生まれる「協働プラットフォーム」という視点から、ウェルビーイングとイノベーションを生み出すコミュニティ形成手法を実践的に研究。多様な人々がそれぞれの持ち味を発揮したプロジェクトを各地で実践している。 なかむら みほ 中村 美帆 青山学院大学総合文化政策学部 准教授。東京大学文学部卒、同大学院人文社会系研究科文化資源学研究専攻（文化経営学）博士課程単位取得満期退学、博士（文学）。静岡文化芸術大学文化政策学部准教授を経て、2022年4月より現職。主著に『文化的に生きる権利―文化政策研究からみた憲法第二十五条の可能性』（春風社、2021年）、「法から学ぶ文化政策」（共著、有斐閣、2021年）、「自治体文化行政レッスン55」（共著、美学出版、2022年）など。 かたやま まさお 片山 正夫 公益財団法人セゾン文化財団理事長。1958年兵庫県生まれ。1987年、セゾン文化財団の設立時より運営に携わる。常務理事を経て2018年より現職。1994～95年、米国ジョンズホプキンス大学フェローとして芸術助成の評価を調査。現在、（公財）公益法人協会理事、（公財）助成財団センター理事等を務める。アーツカウンシル東京カウンシルボード委員。著書に『セゾン文化財団の挑戦』、共著に「民間助成イノベーション」等。 主催：公益財団法人東京都歴史文化財団 アーツカウンシル東京 運営：特定非営利活動法人 舞台芸術制作者オープンネットワーク（ON-PAM） ARTS COUNCIL TOKYO onpam Arts Academy Capacity Building Program 2022 応募期間 受講生募集 令和4(2022) 6.13 [月] ↓ 7.8 [金] アーツカウンシル東京｜2022年度アーツアカデミー 芸術文化創造活動の担い手のための キャパシティビルディング講座［全8回］ 令和4(2022).7.22［金］― 令和5(2023).1.16［月］ 主催：公益財団法人東京都歴史文化財団 アーツカウンシル東京 運営：特定非営利活動法人 舞台芸術制作者オープンネットワーク（ON-PAM） ARTS COUNCIL TOKYO bbox=[0, 0, 1623, 1147]
schedule-row bbox=[128, 2083, 783, 2141]
cover-line4: Program 2022 bbox=[848, 450, 1056, 486]
onpam-logo: onpam bbox=[633, 1034, 698, 1056]
checkbox-icon bbox=[1047, 1756, 1058, 1767]
cover-line3: Building bbox=[844, 257, 1379, 441]
application-section: 応募書類・方法 応募用紙［Wordファイル形式］に以下の必要事項を記入して、 artsacademy@artscouncil-tokyo.jp宛てにEメールでご応募ください。 顔写真、氏名、年齢、現住所、Eメールアドレス、連絡先電話番号、 現職・肩書、学歴、職歴、免許・資格等 ショートレポート・受講動機／800～1000字程度 自らの活動について、客観的な視点を踏まえながら、以下の①～⑦全てを織り込んで記述すること。 ①活動概要 ②マネージメント体制 ③目的・目標 ④現時点の成果（外的評価含む） ⑤現時点で感じている課題・問題意識 ⑥課題解決／価値創造のために自らが考えている案 ⑦本講座の受講動機 bbox=[864, 1713, 1446, 1922]
